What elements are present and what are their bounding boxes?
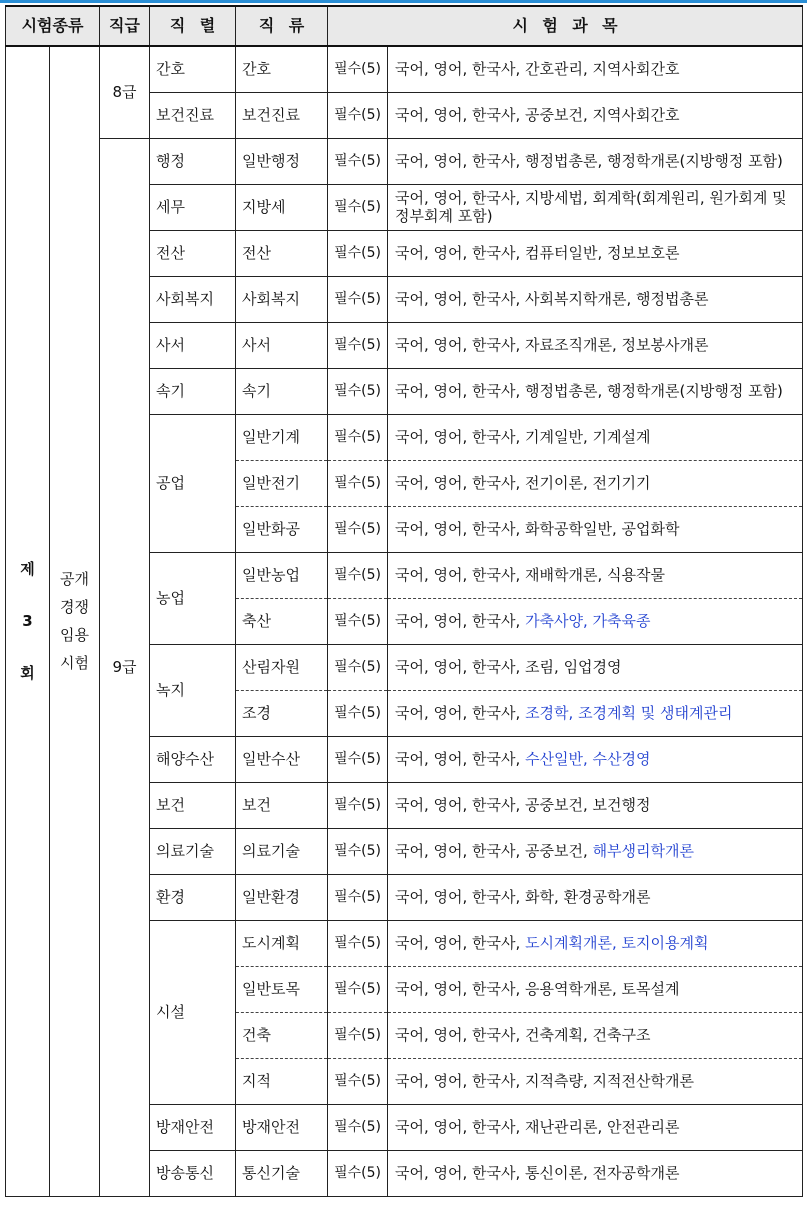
series-cell: 공업 (150, 414, 236, 552)
subject-text: 국어, 영어, 한국사, 간호관리, 지역사회간호 (395, 60, 680, 79)
series-cell: 사서 (150, 322, 236, 368)
class-cell: 일반행정 (236, 138, 328, 184)
required-cell: 필수(5) (328, 552, 388, 598)
subjects-cell (388, 782, 803, 828)
required-cell: 필수(5) (328, 598, 388, 644)
subject-text: 국어, 영어, 한국사, 공중보건, (395, 842, 593, 860)
series-cell: 보건진료 (150, 92, 236, 138)
series-cell: 전산 (150, 230, 236, 276)
class-cell: 의료기술 (236, 828, 328, 874)
class-cell: 일반농업 (236, 552, 328, 598)
required-cell: 필수(5) (328, 414, 388, 460)
subject-text: 도시계획개론, 토지이용계획 (525, 934, 709, 952)
subjects-cell (388, 138, 803, 184)
class-cell: 일반환경 (236, 874, 328, 920)
subject-text: 가축사양, 가축육종 (525, 612, 651, 630)
subject-text: 국어, 영어, 한국사, 사회복지학개론, 행정법총론 (395, 290, 709, 308)
subject-text: 국어, 영어, 한국사, 지적측량, 지적전산학개론 (395, 1072, 694, 1090)
subject-text: 국어, 영어, 한국사, 공중보건, 지역사회간호 (395, 106, 680, 124)
subjects-cell (388, 506, 803, 552)
subject-text: 국어, 영어, 한국사, (395, 750, 526, 768)
subjects-cell (388, 184, 803, 230)
header-subjects: 시험과목 (328, 6, 803, 46)
header-grade: 직급 (100, 6, 150, 46)
subject-text: 국어, 영어, 한국사, 공중보건, 보건행정 (395, 796, 651, 814)
class-cell: 일반기계 (236, 414, 328, 460)
exam-name-part: 경쟁 (60, 598, 89, 617)
required-cell: 필수(5) (328, 506, 388, 552)
table-header-row (6, 6, 803, 46)
subject-text: 국어, 영어, 한국사, 건축계획, 건축구조 (395, 1026, 651, 1044)
series-cell: 시설 (150, 920, 236, 1104)
series-cell: 사회복지 (150, 276, 236, 322)
required-cell: 필수(5) (328, 782, 388, 828)
class-cell: 사회복지 (236, 276, 328, 322)
required-cell: 필수(5) (328, 1012, 388, 1058)
required-cell: 필수(5) (328, 184, 388, 230)
series-cell: 행정 (150, 138, 236, 184)
class-cell: 건축 (236, 1012, 328, 1058)
subjects-cell (388, 1012, 803, 1058)
required-cell: 필수(5) (328, 874, 388, 920)
round-label-part: 3 (22, 612, 33, 631)
header-exam-type: 시험종류 (6, 6, 100, 46)
subject-text: 해부생리학개론 (592, 842, 694, 860)
subject-text: 국어, 영어, 한국사, (395, 704, 526, 722)
round-cell (6, 46, 50, 1196)
subjects-cell (388, 552, 803, 598)
class-cell: 일반토목 (236, 966, 328, 1012)
series-cell: 의료기술 (150, 828, 236, 874)
table-row (6, 138, 803, 184)
subjects-cell (388, 966, 803, 1012)
subjects-cell (388, 874, 803, 920)
required-cell: 필수(5) (328, 322, 388, 368)
subject-text: 국어, 영어, 한국사, 재난관리론, 안전관리론 (395, 1118, 680, 1136)
required-cell: 필수(5) (328, 966, 388, 1012)
series-cell: 환경 (150, 874, 236, 920)
round-label-part: 제 (20, 560, 35, 579)
required-cell: 필수(5) (328, 920, 388, 966)
required-cell: 필수(5) (328, 1104, 388, 1150)
table-row (6, 46, 803, 92)
series-cell: 속기 (150, 368, 236, 414)
class-cell: 속기 (236, 368, 328, 414)
class-cell: 일반수산 (236, 736, 328, 782)
subject-text: 국어, 영어, 한국사, 자료조직개론, 정보봉사개론 (395, 336, 709, 354)
subjects-cell (388, 276, 803, 322)
class-cell: 전산 (236, 230, 328, 276)
subject-text: 국어, 영어, 한국사, 행정법총론, 행정학개론(지방행정 포함) (395, 382, 783, 400)
required-cell: 필수(5) (328, 736, 388, 782)
class-cell: 보건 (236, 782, 328, 828)
subject-text: 국어, 영어, 한국사, 화학공학일반, 공업화학 (395, 520, 680, 538)
subjects-cell (388, 368, 803, 414)
series-cell: 방재안전 (150, 1104, 236, 1150)
subject-text: 국어, 영어, 한국사, 지방세법, 회계학(회계원리, 원가회계 및 정부회계 포함) (395, 189, 787, 225)
subjects-cell (388, 1104, 803, 1150)
subject-text: 국어, 영어, 한국사, 재배학개론, 식용작물 (395, 566, 666, 584)
top-accent-line (0, 0, 807, 3)
exam-name-part: 시험 (60, 654, 89, 673)
class-cell: 일반화공 (236, 506, 328, 552)
required-cell: 필수(5) (328, 138, 388, 184)
required-cell: 필수(5) (328, 46, 388, 92)
subjects-cell (388, 1150, 803, 1196)
subject-text: 국어, 영어, 한국사, (395, 612, 526, 630)
subjects-cell (388, 598, 803, 644)
required-cell: 필수(5) (328, 828, 388, 874)
subjects-cell (388, 92, 803, 138)
exam-name-part: 공개 (60, 570, 89, 589)
required-cell: 필수(5) (328, 230, 388, 276)
round-label-part: 회 (20, 664, 35, 683)
subjects-cell (388, 322, 803, 368)
subject-text: 국어, 영어, 한국사, (395, 934, 526, 952)
required-cell: 필수(5) (328, 644, 388, 690)
subjects-cell (388, 460, 803, 506)
subject-text: 국어, 영어, 한국사, 응용역학개론, 토목설계 (395, 980, 680, 998)
class-cell: 지방세 (236, 184, 328, 230)
series-cell: 농업 (150, 552, 236, 644)
exam-name-cell (50, 46, 100, 1196)
class-cell: 도시계획 (236, 920, 328, 966)
grade-cell-8: 8급 (100, 46, 150, 138)
header-class: 직류 (236, 6, 328, 46)
required-cell: 필수(5) (328, 690, 388, 736)
subjects-cell (388, 920, 803, 966)
series-cell: 방송통신 (150, 1150, 236, 1196)
subjects-cell (388, 230, 803, 276)
series-cell: 보건 (150, 782, 236, 828)
class-cell: 축산 (236, 598, 328, 644)
subject-text: 수산일반, 수산경영 (525, 750, 651, 768)
subjects-cell (388, 736, 803, 782)
subjects-cell (388, 46, 803, 92)
subject-text: 국어, 영어, 한국사, 통신이론, 전자공학개론 (395, 1164, 680, 1182)
required-cell: 필수(5) (328, 368, 388, 414)
subject-text: 국어, 영어, 한국사, 전기이론, 전기기기 (395, 474, 651, 492)
subjects-cell (388, 828, 803, 874)
series-cell: 간호 (150, 46, 236, 92)
required-cell: 필수(5) (328, 1150, 388, 1196)
subject-text: 국어, 영어, 한국사, 컴퓨터일반, 정보보호론 (395, 244, 680, 262)
required-cell: 필수(5) (328, 1058, 388, 1104)
required-cell: 필수(5) (328, 460, 388, 506)
subject-text: 조경학, 조경계획 및 생태계관리 (525, 704, 733, 722)
class-cell: 간호 (236, 46, 328, 92)
subject-text: 국어, 영어, 한국사, 조림, 임업경영 (395, 658, 622, 676)
required-cell: 필수(5) (328, 276, 388, 322)
header-series: 직렬 (150, 6, 236, 46)
class-cell: 사서 (236, 322, 328, 368)
series-cell: 해양수산 (150, 736, 236, 782)
subject-text: 국어, 영어, 한국사, 기계일반, 기계설계 (395, 428, 651, 446)
exam-name-part: 임용 (60, 626, 89, 645)
exam-subjects-table (5, 5, 803, 1197)
grade-cell-9: 9급 (100, 138, 150, 1196)
class-cell: 일반전기 (236, 460, 328, 506)
class-cell: 조경 (236, 690, 328, 736)
series-cell: 녹지 (150, 644, 236, 736)
subject-text: 국어, 영어, 한국사, 행정법총론, 행정학개론(지방행정 포함) (395, 152, 783, 170)
class-cell: 산림자원 (236, 644, 328, 690)
required-cell: 필수(5) (328, 92, 388, 138)
subject-text: 국어, 영어, 한국사, 화학, 환경공학개론 (395, 888, 651, 906)
class-cell: 보건진료 (236, 92, 328, 138)
subjects-cell (388, 644, 803, 690)
subjects-cell (388, 1058, 803, 1104)
class-cell: 통신기술 (236, 1150, 328, 1196)
subjects-cell (388, 414, 803, 460)
series-cell: 세무 (150, 184, 236, 230)
subjects-cell (388, 690, 803, 736)
class-cell: 지적 (236, 1058, 328, 1104)
class-cell: 방재안전 (236, 1104, 328, 1150)
